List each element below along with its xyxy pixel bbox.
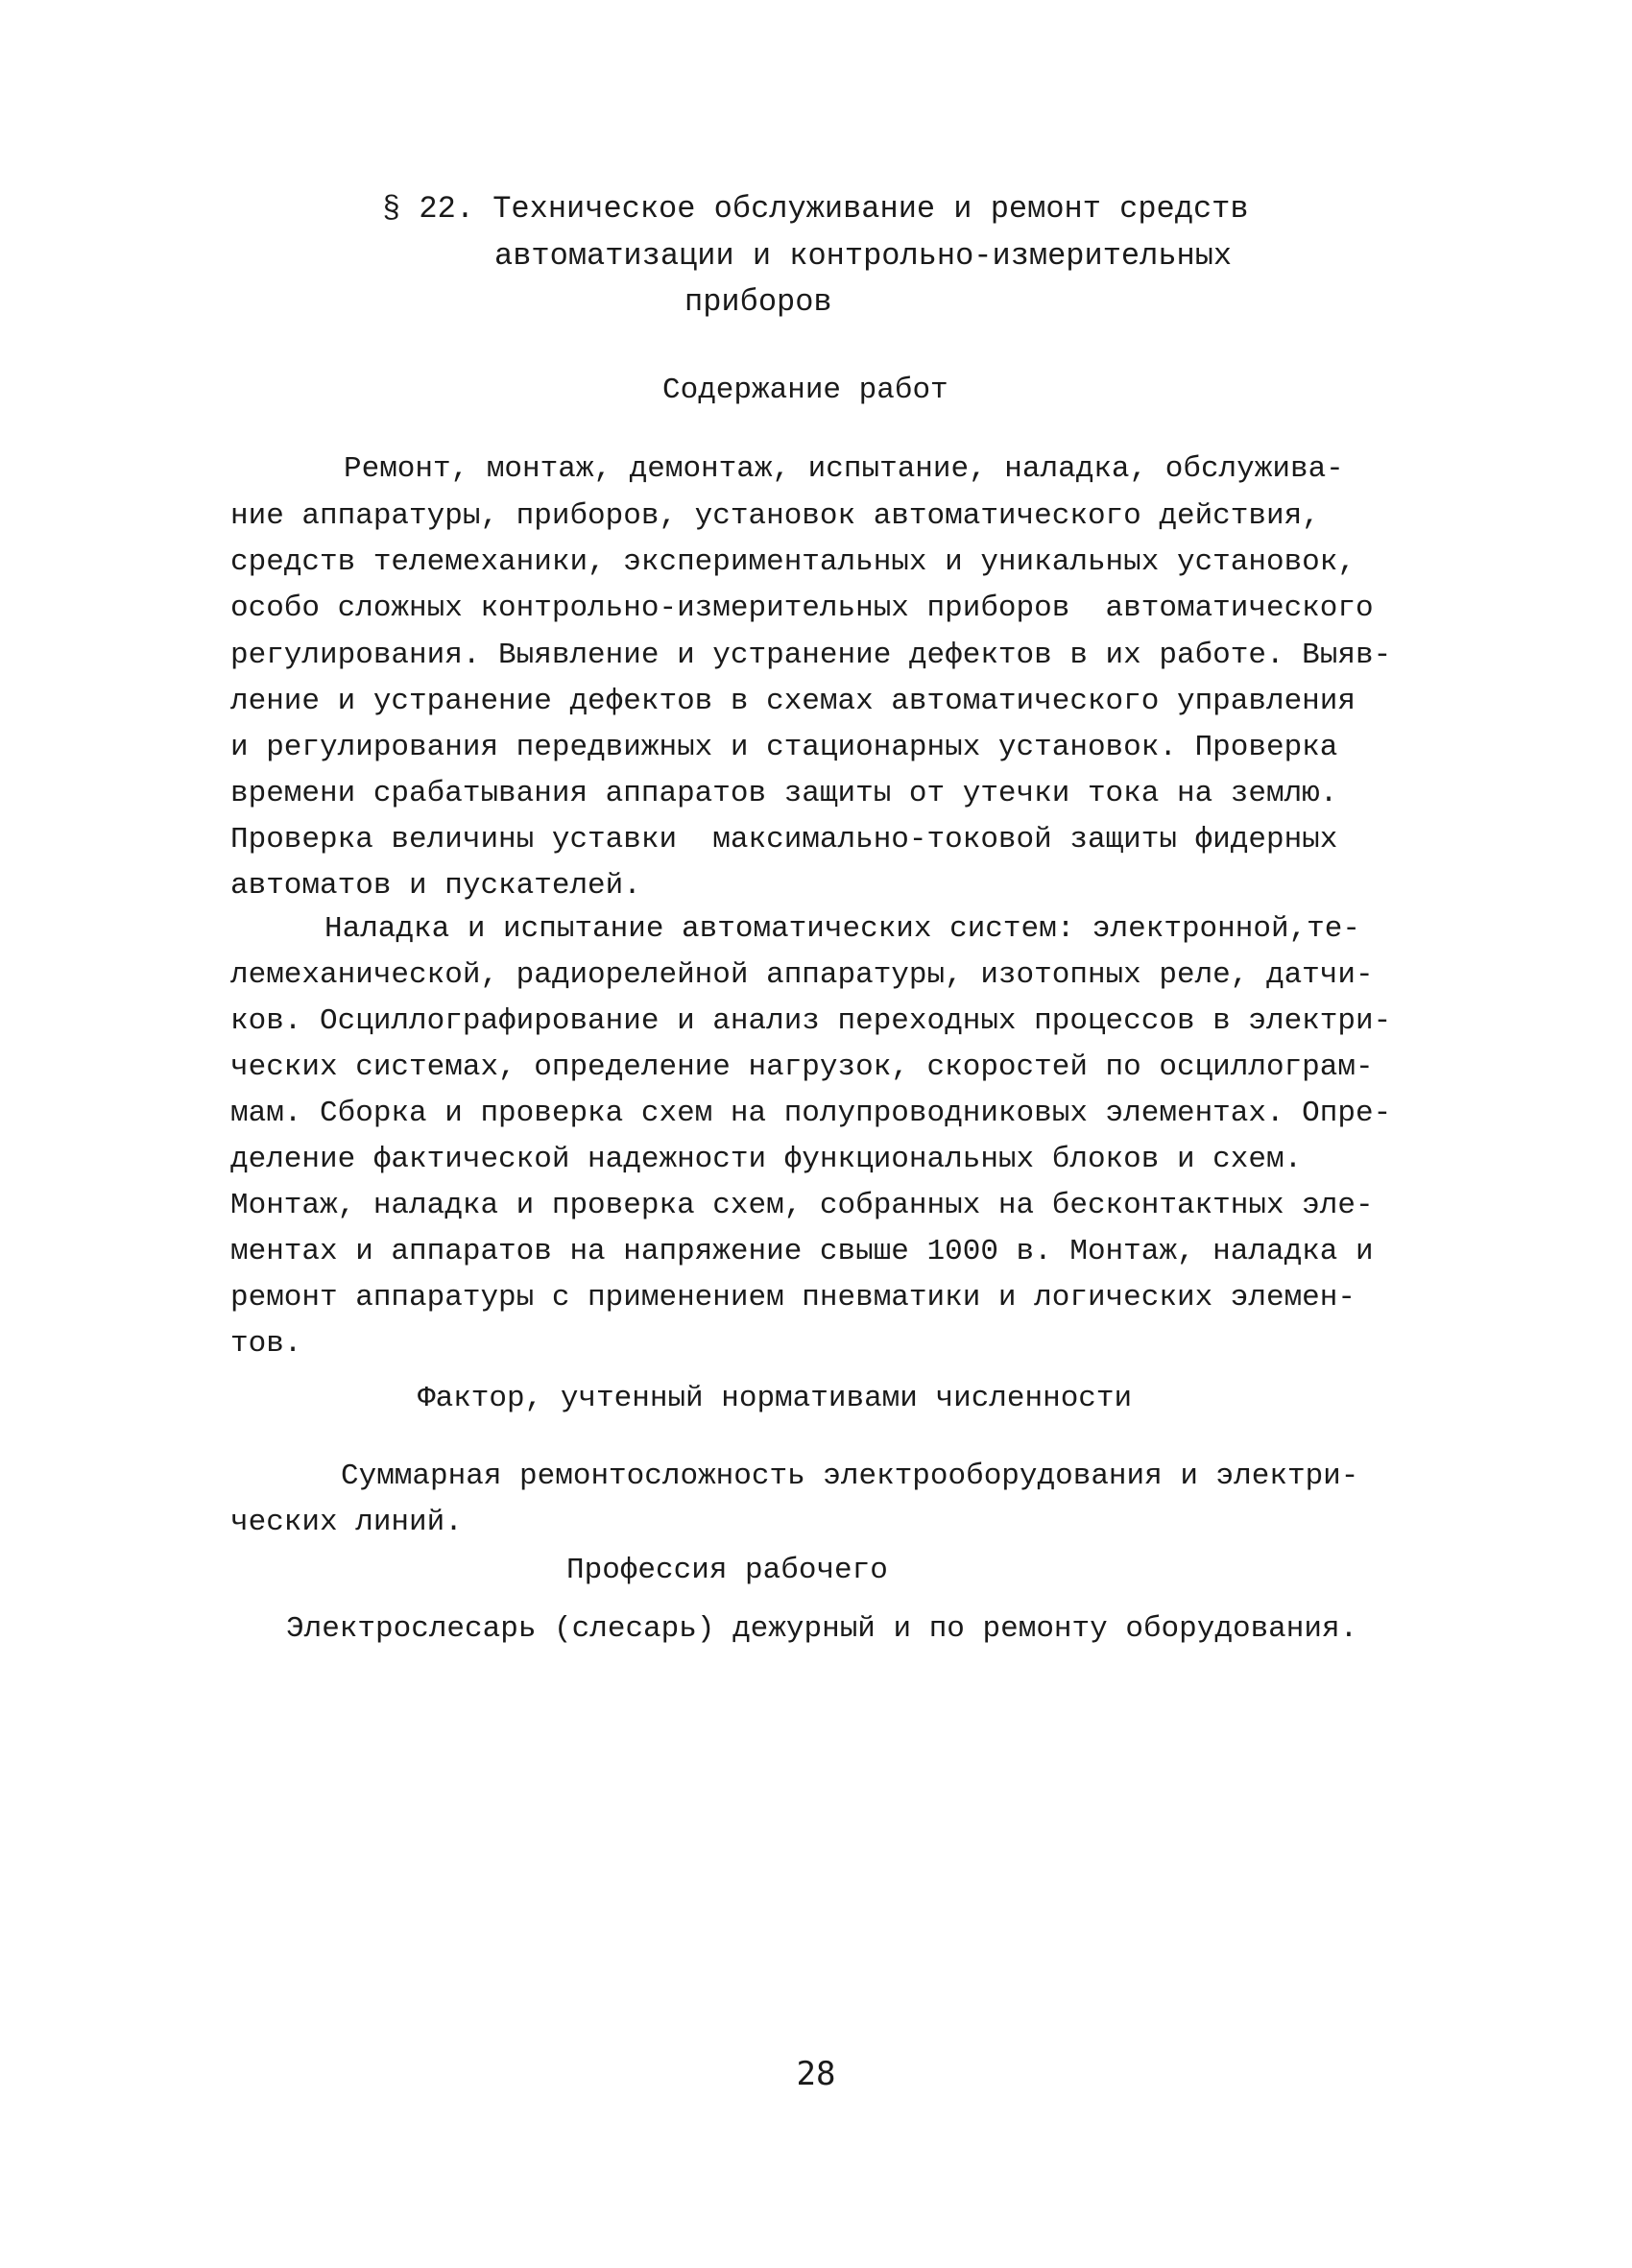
section-title-line-2: автоматизации и контрольно-измерительных: [494, 238, 1233, 274]
profession-heading: Профессия рабочего: [566, 1554, 888, 1587]
paragraph2-line: Монтаж, наладка и проверка схем, собранных на бесконтактных эле-: [230, 1189, 1374, 1222]
paragraph2-line: Наладка и испытание автоматических систем: электронной,те-: [324, 912, 1360, 946]
paragraph2-line: ментах и аппаратов на напряжение свыше 1000 в. Монтаж, наладка и: [230, 1235, 1374, 1268]
paragraph2-line: ремонт аппаратуры с применением пневматики и логических элемен-: [230, 1281, 1356, 1315]
paragraph2-line: мам. Сборка и проверка схем на полупроводниковых элементах. Опре-: [230, 1097, 1392, 1130]
paragraph2-line: лемеханической, радиорелейной аппаратуры, изотопных реле, датчи-: [230, 958, 1374, 992]
paragraph1-line: особо сложных контрольно-измерительных приборов автоматического: [230, 591, 1374, 625]
paragraph1-line: регулирования. Выявление и устранение дефектов в их работе. Выяв-: [230, 639, 1392, 672]
section-title-line-1: § 22. Техническое обслуживание и ремонт средств: [382, 191, 1249, 227]
paragraph2-line: деление фактической надежности функциональных блоков и схем.: [230, 1143, 1303, 1176]
section-title-line-3: приборов: [684, 284, 832, 320]
paragraph2-line: ков. Осциллографирование и анализ переходных процессов в электри-: [230, 1004, 1392, 1038]
paragraph1-line: Проверка величины уставки максимально-токовой защиты фидерных: [230, 823, 1338, 857]
content-heading: Содержание работ: [662, 374, 948, 407]
paragraph1-line: и регулирования передвижных и стационарных установок. Проверка: [230, 731, 1338, 764]
paragraph1-line: средств телемеханики, экспериментальных и уникальных установок,: [230, 545, 1356, 579]
paragraph1-line: Ремонт, монтаж, демонтаж, испытание, наладка, обслужива-: [344, 452, 1344, 486]
factor-line: Суммарная ремонтосложность электрооборудования и электри-: [341, 1460, 1359, 1493]
profession-text: Электрослесарь (слесарь) дежурный и по ремонту оборудования.: [286, 1612, 1358, 1646]
paragraph1-line: времени срабатывания аппаратов защиты от утечки тока на землю.: [230, 777, 1338, 810]
factor-line: ческих линий.: [230, 1506, 463, 1539]
paragraph1-line: автоматов и пускателей.: [230, 869, 641, 903]
paragraph1-line: ние аппаратуры, приборов, установок автоматического действия,: [230, 499, 1320, 533]
paragraph2-line: тов.: [230, 1327, 302, 1361]
page-number: 28: [796, 2055, 836, 2093]
factor-heading: Фактор, учтенный нормативами численности: [418, 1382, 1133, 1415]
paragraph1-line: ление и устранение дефектов в схемах автоматического управления: [230, 685, 1356, 718]
paragraph2-line: ческих системах, определение нагрузок, скоростей по осциллограм-: [230, 1050, 1374, 1084]
